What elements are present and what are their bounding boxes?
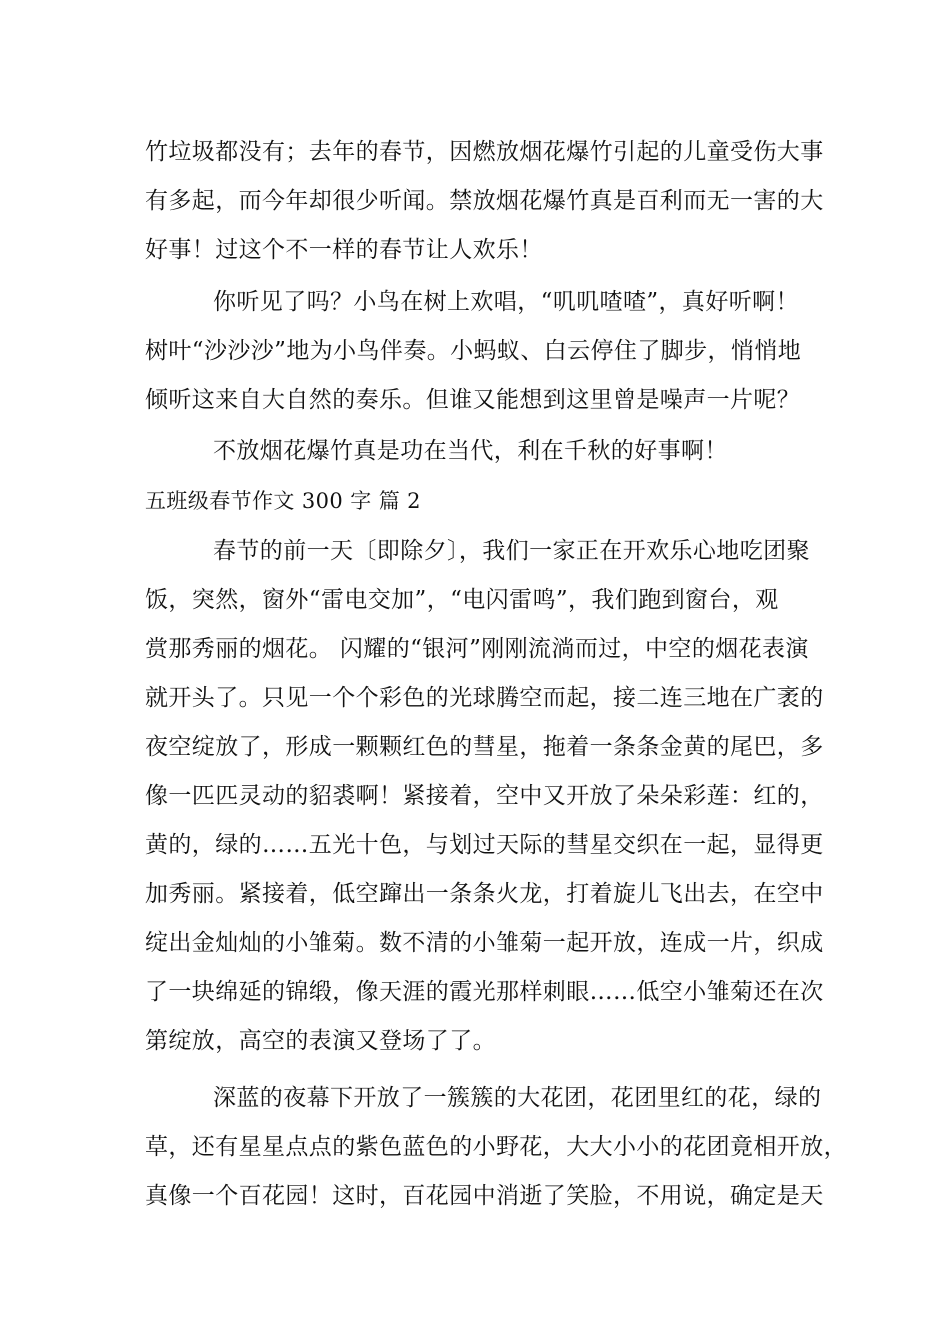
text-line: 了一块绵延的锦缎，像天涯的霞光那样刺眼……低空小雏菊还在次 [145,979,824,1005]
text-line: 你听见了吗？小鸟在树上欢唱，“叽叽喳喳”，真好听啊！ [213,289,799,315]
text-line: 像一匹匹灵动的貂裘啊！紧接着，空中又开放了朵朵彩莲：红的， [145,783,824,809]
text-line: 不放烟花爆竹真是功在当代，利在千秋的好事啊！ [213,438,728,464]
section-heading: 五班级春节作文 300 字 篇 2 [145,489,421,513]
text-line: 春节的前一天〔即除夕〕，我们一家正在开欢乐心地吃团聚 [213,538,810,564]
text-line: 真像一个百花园！这时，百花园中消逝了笑脸，不用说，确定是天 [145,1183,824,1209]
text-line: 黄的，绿的……五光十色，与划过天际的彗星交织在一起，显得更 [145,832,824,858]
text-line: 饭，突然，窗外“雷电交加”，“电闪雷鸣”，我们跑到窗台，观 [145,587,779,613]
text-line: 有多起，而今年却很少听闻。禁放烟花爆竹真是百利而无一害的大 [145,188,824,214]
text-line: 倾听这来自大自然的奏乐。但谁又能想到这里曾是噪声一片呢？ [145,387,801,413]
text-line: 第绽放，高空的表演又登场了了。 [145,1028,496,1054]
text-line: 加秀丽。紧接着，低空蹿出一条条火龙，打着旋儿飞出去，在空中 [145,881,824,907]
text-line: 深蓝的夜幕下开放了一簇簇的大花团，花团里红的花，绿的 [213,1085,822,1111]
text-line: 就开头了。只见一个个彩色的光球腾空而起，接二连三地在广袤的 [145,685,824,711]
text-line: 竹垃圾都没有；去年的春节，因燃放烟花爆竹引起的儿童受伤大事 [145,139,824,165]
text-line: 草，还有星星点点的紫色蓝色的小野花，大大小小的花团竟相开放， [145,1134,847,1160]
text-line: 好事！过这个不一样的春节让人欢乐！ [145,237,543,263]
text-line: 绽出金灿灿的小雏菊。数不清的小雏菊一起开放，连成一片，织成 [145,930,824,956]
text-line: 树叶“沙沙沙”地为小鸟伴奏。小蚂蚁、白云停住了脚步，悄悄地 [145,338,802,364]
text-line: 夜空绽放了，形成一颗颗红色的彗星，拖着一条条金黄的尾巴，多 [145,734,824,760]
text-line: 赏那秀丽的烟花。 闪耀的“银河”刚刚流淌而过，中空的烟花表演 [145,636,809,662]
